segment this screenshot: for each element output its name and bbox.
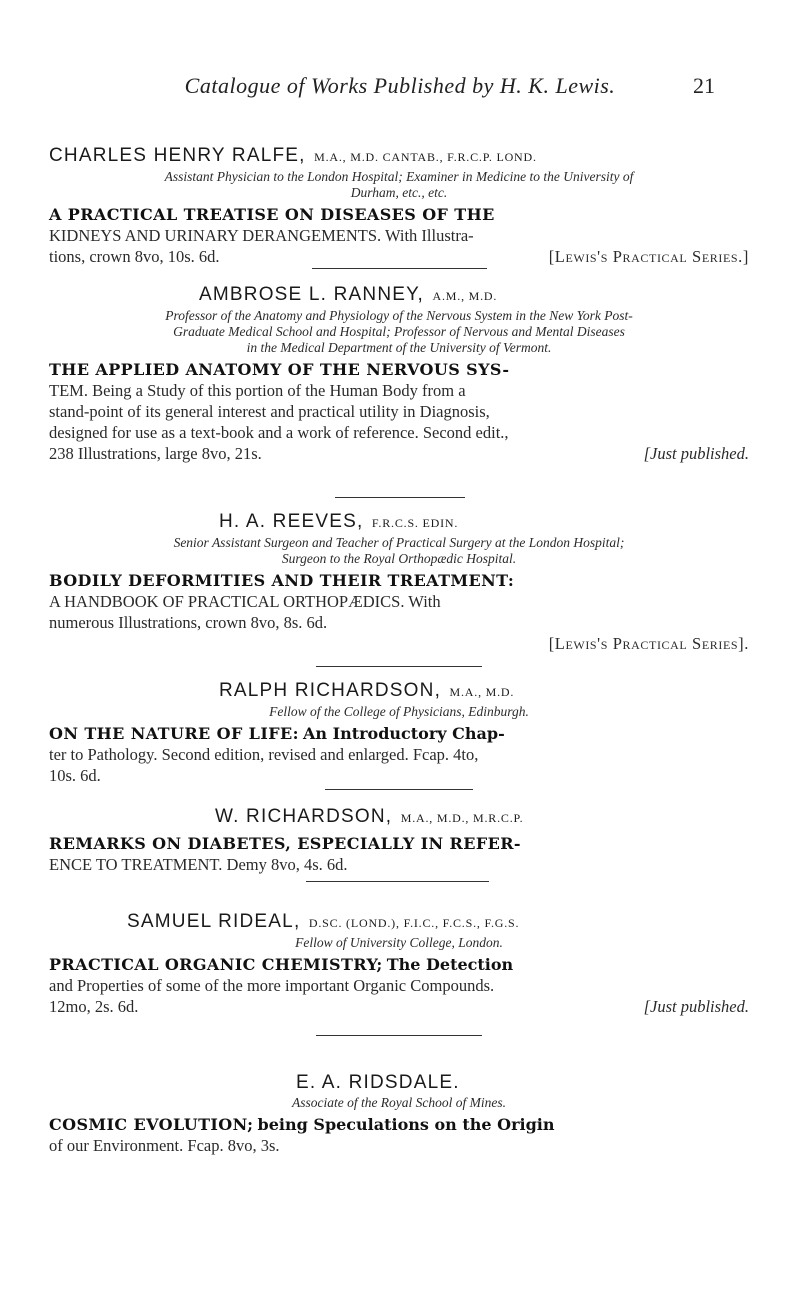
author-name: CHARLES HENRY RALFE,: [49, 145, 306, 166]
series-note: [Lewis's Practical Series.]: [548, 247, 749, 266]
divider-rule: [312, 268, 487, 269]
entry-ridsdale: [49, 1072, 749, 1156]
running-head: [0, 73, 800, 103]
divider-rule: [316, 666, 482, 667]
author-name: E. A. RIDSDALE.: [296, 1072, 460, 1093]
entry-ralph-richardson: [49, 680, 749, 786]
publication-note: [Just published.: [643, 444, 749, 463]
entry-rideal: [49, 911, 749, 1017]
work-entry: COSMIC EVOLUTION; being Speculations on the Origin of our Environment. Fcap. 8vo, 3s.: [49, 1115, 555, 1155]
work-entry: THE APPLIED ANATOMY OF THE NERVOUS SYS- TEM. Being a Study of this portion of the Human Body from a stand-point of its general interest and practical utility in Diagnosis, designed for use as a text-book and a work of reference. Second edit., 238 Illustrations, large 8vo, 21s. [Just published.: [49, 360, 749, 463]
author-qualifications: M.A., M.D.: [449, 685, 515, 699]
author-qualifications: M.A., M.D. CANTAB., F.R.C.P. LOND.: [314, 150, 537, 164]
work-entry: BODILY DEFORMITIES AND THEIR TREATMENT: A HANDBOOK OF PRACTICAL ORTHOPÆDICS. With numerous Illustrations, crown 8vo, 8s. 6d. [Lewis's Practical Series].: [49, 571, 749, 653]
author-name: SAMUEL RIDEAL,: [127, 911, 301, 932]
work-title: ON THE NATURE OF LIFE:: [49, 724, 299, 743]
work-title: THE APPLIED ANATOMY OF THE NERVOUS SYS-: [49, 360, 510, 379]
work-entry: ON THE NATURE OF LIFE: An Introductory Chap- ter to Pathology. Second edition, revised and enlarged. Fcap. 4to, 10s. 6d.: [49, 724, 505, 785]
author-description: Fellow of the College of Physicians, Edinburgh.: [269, 704, 529, 719]
author-heading: [49, 145, 749, 168]
author-description: Professor of the Anatomy and Physiology of the Nervous System in the New York Post- Graduate Medical School and Hospital; Professor of Nervous and Mental Diseases in the Medical Department of the University of Vermont.: [165, 308, 633, 355]
entry-ranney: [49, 284, 749, 464]
author-name: W. RICHARDSON,: [215, 806, 393, 827]
author-heading: [49, 1072, 749, 1094]
author-heading: [49, 680, 749, 703]
author-description: Senior Assistant Surgeon and Teacher of Practical Surgery at the London Hospital; Surgeon to the Royal Orthopædic Hospital.: [173, 535, 625, 566]
author-name: RALPH RICHARDSON,: [219, 680, 442, 701]
work-title: PRACTICAL ORGANIC CHEMISTRY;: [49, 955, 383, 974]
entry-w-richardson: [49, 806, 749, 875]
author-qualifications: D.SC. (LOND.), F.I.C., F.C.S., F.G.S.: [308, 916, 520, 930]
work-entry: REMARKS ON DIABETES, ESPECIALLY IN REFER- ENCE TO TREATMENT. Demy 8vo, 4s. 6d.: [49, 834, 521, 874]
publication-note: [Just published.: [643, 997, 749, 1016]
author-heading: [49, 911, 749, 934]
author-qualifications: M.A., M.D., M.R.C.P.: [400, 811, 524, 825]
author-name: AMBROSE L. RANNEY,: [199, 284, 425, 305]
entry-ralfe: [49, 145, 749, 267]
entry-reeves: [49, 511, 749, 654]
author-qualifications: A.M., M.D.: [432, 289, 498, 303]
author-heading: [49, 806, 749, 829]
work-title: A PRACTICAL TREATISE ON DISEASES OF THE: [49, 205, 495, 224]
author-description: Fellow of University College, London.: [295, 935, 503, 950]
divider-rule: [316, 1035, 482, 1036]
work-title-rest: The Detection: [386, 955, 514, 974]
author-description: Assistant Physician to the London Hospital; Examiner in Medicine to the University of Durham, etc., etc.: [164, 169, 634, 200]
page-number: 21: [693, 73, 715, 98]
work-title: REMARKS ON DIABETES, ESPECIALLY IN REFER-: [49, 834, 521, 853]
work-entry: PRACTICAL ORGANIC CHEMISTRY; The Detection and Properties of some of the more important Organic Compounds. 12mo, 2s. 6d. [Just published.: [49, 955, 749, 1016]
work-entry: A PRACTICAL TREATISE ON DISEASES OF THE KIDNEYS AND URINARY DERANGEMENTS. With Illustra- tions, crown 8vo, 10s. 6d. [Lewis's Practical Series.]: [49, 205, 749, 266]
work-title: COSMIC EVOLUTION;: [49, 1115, 254, 1134]
divider-rule: [325, 789, 473, 790]
series-note: [Lewis's Practical Series].: [548, 634, 749, 653]
divider-rule: [306, 881, 489, 882]
author-qualifications: F.R.C.S. EDIN.: [371, 516, 459, 530]
divider-rule: [335, 497, 465, 498]
author-heading: [49, 511, 749, 534]
author-description: Associate of the Royal School of Mines.: [291, 1095, 507, 1110]
work-title-rest: being Speculations on the Origin: [257, 1115, 555, 1134]
author-name: H. A. REEVES,: [219, 511, 364, 532]
work-title: BODILY DEFORMITIES AND THEIR TREATMENT:: [49, 571, 515, 590]
work-title-rest: An Introductory Chap-: [303, 724, 505, 743]
author-heading: [49, 284, 749, 307]
running-head-title: Catalogue of Works Published by H. K. Lewis.: [184, 73, 616, 98]
